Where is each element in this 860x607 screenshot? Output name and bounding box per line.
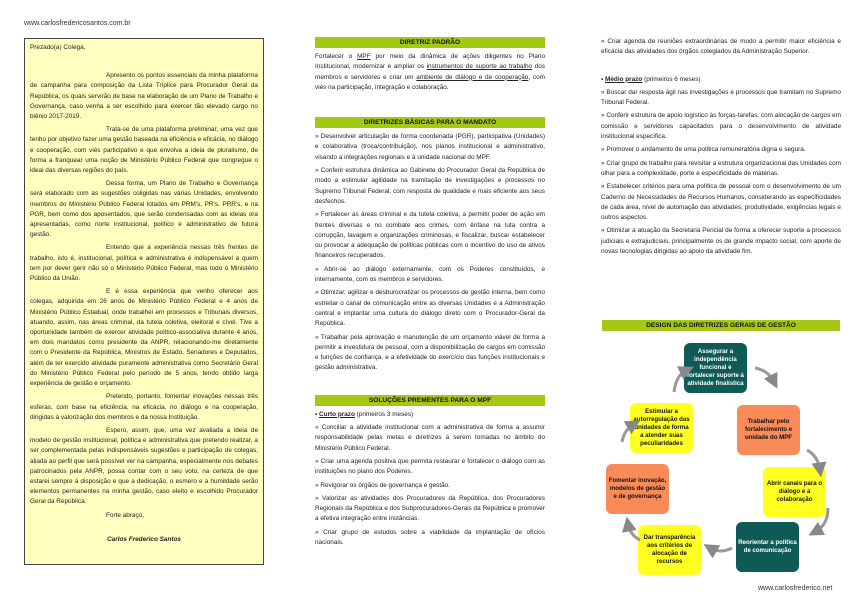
letter-paragraph: Espero, assim, que, uma vez avaliada a ideia de modelo de gestão institucional, política e administrativa que pretendo realizar, a ser complementada pelas indispensáveis sugestões e participação de colegas, aliada ao perfil que será possível ver na campanha, especialmente nos debates patrocinados pela ANPR, possa contar com o seu voto, na certeza de que estarei sempre à disposição e que a dedicação, o esmero e a humildade serão elementos permanentes na minha gestão, caso eleito e escolhido Procurador Geral da República. xyxy=(30,426,258,506)
list-item: » Trabalhar pela aprovação e manutenção de um orçamento viável de forma a permitir a investidura de pessoal, com a disponibilização de cargos em comissão e funções de confiança, e a efetividade do exercício das funções institucionais e gestão administrativa. xyxy=(315,333,545,372)
label: Médio prazo xyxy=(605,75,643,83)
diagram-node: Trabalhar pelo fortalecimento e unidade do MPF xyxy=(737,405,800,455)
text: Fortalecer o xyxy=(315,53,358,60)
list-item: » Promover o andamento de uma política remuneratória digna e segura. xyxy=(601,146,806,154)
list-item: » Valorizar as atividades dos Procuradores da República, dos Procuradores Regionais da República e dos Subprocuradores-Gerais da República e promover a efetiva integração entre instâncias. xyxy=(315,494,545,523)
text: instrumentos de suporte ao trabalho xyxy=(426,63,533,71)
site-url-bottom[interactable]: www.carlosfrederico.net xyxy=(758,585,833,592)
cycle-arrows-icon xyxy=(600,330,850,590)
text: MPF xyxy=(357,53,371,60)
note: (primeiros 3 meses) xyxy=(354,410,414,418)
section-title: DESIGN DAS DIRETRIZES GERAIS DE GESTÃO xyxy=(602,320,840,331)
diagram-node: Abrir canais para o diálogo e a colaboração xyxy=(763,467,826,517)
section-title: DIRETRIZES BÁSICAS PARA O MANDATO xyxy=(315,117,545,128)
diagram-node: Fomentar inovação, modelos de gestão e de governança xyxy=(606,464,669,514)
diagram-node: Dar transparência aos critérios de alocação de recursos xyxy=(638,525,701,575)
right-column xyxy=(601,37,841,260)
arrow-icon xyxy=(622,368,828,551)
text: dos membros e servidores e criar um xyxy=(315,63,545,81)
list-item: » Conferir estrutura de apoio logístico às forças-tarefas, com alocação de cargos em comissão e servidores capacitados para o desenvolvimento de atividade institucional específica. xyxy=(601,112,841,141)
greeting: Prezado(a) Colega, xyxy=(30,44,86,51)
list-item: » Conciliar a atividade institucional com a administrativa de forma a assumir responsabilidade pelas metas e diretrizes a serem tomadas no âmbito do Ministério Público Federal. xyxy=(315,424,545,452)
letter-paragraph: Apresento os pontos essenciais da minha plataforma de campanha para composição da Lista Tríplice para Procurador Geral da República, os quais servirão de base na elaboração de um Plano de Trabalho e Governança, caso venha a ser escolhido para exercer tão elevado cargo no biênio 2017-2019. xyxy=(30,72,258,121)
text: , com viés na participação, integração e colaboração. xyxy=(315,73,545,91)
list-item: » Otimizar a atuação da Secretaria Pericial de forma a oferecer suporte a processos judiciais e extrajudiciais, principalmente os de grande impacto social, com aporte de novas tecnologias dirigidas ao apoio da atividade fim. xyxy=(601,227,841,256)
signature: Carlos Frederico Santos xyxy=(107,535,181,543)
label: Curto prazo xyxy=(319,410,355,418)
middle-column xyxy=(315,37,545,551)
list-item: » Abrir-se ao diálogo externamente, com os Poderes constituídos, e internamente, com os membros e servidores. xyxy=(315,265,545,284)
section-title: DIRETRIZ PADRÃO xyxy=(315,37,545,48)
list-item: » Revigorar os órgãos de governança e gestão. xyxy=(315,481,450,489)
note: (primeiros 6 meses) xyxy=(642,75,701,83)
letter-paragraph: Pretendo, portanto, fomentar inovações nessas três esferas, com base na eficiência, na eficácia, no diálogo e na cooperação, dirigidas à valorização dos membros e da nossa Instituição. xyxy=(30,393,258,421)
subheading: ▪ Curto prazo (primeiros 3 meses) xyxy=(315,410,414,418)
list-item: » Conferir estrutura dinâmica ao Gabinete do Procurador Geral da República de modo a estimular agilidade na tramitação de investigações e processos no Supremo Tribunal Federal, com resposta de qualidade e mais eficiente aos seus desfechos. xyxy=(315,167,545,205)
subheading: ▪ Médio prazo (primeiros 6 meses) xyxy=(601,75,701,83)
list-item: » Criar grupo de estudos sobre a viabilidade da implantação de ofícios nacionais. xyxy=(315,528,545,546)
section-title: SOLUÇÕES PREMENTES PARA O MPF xyxy=(315,395,545,406)
site-url-top[interactable]: www.carlosfredericosantos.com.br xyxy=(24,20,131,27)
closing: Forte abraço, xyxy=(106,511,145,519)
letter-paragraph: Entendo que a experiência nessas três frentes de trabalho, isto é, institucional, política e administrativa é indispensável a quem tem por dever gerir não só o Ministério Público Federal, mas todo o Ministério Público da União. xyxy=(30,244,258,283)
list-item: » Otimizar, agilizar e desburocratizar os processos de gestão interna, bem como estreitar o canal de comunicação entre as diversas Unidades e a Administração central e implantar uma cultura do diálogo direto com o Procurador-Geral da República. xyxy=(315,289,545,328)
list-item: » Criar agenda de reuniões extraordinárias de modo a permitir maior eficiência e eficácia das atividades dos órgãos colegiados da Administração Superior. xyxy=(601,38,841,56)
list-item: » Criar grupo de trabalho para revisitar a estrutura organizacional das Unidades com olhar para a complexidade, porte e especificidade de matérias. xyxy=(601,159,841,177)
list-item: » Fortalecer as áreas criminal e da tutela coletiva, a permitir poder de ação em frentes diversas e no combate aos crimes, com ênfase na luta contra a corrupção, lavagem e organizações criminosas, e fiscalizar, buscar estabelecer ou provocar a adequação de políticas públicas com o incentivo do uso de ativos financeiros recuperados. xyxy=(315,211,545,260)
list-item: » Desenvolver articulação de forma coordenada (PGR), participativa (Unidades) e colaborativa (troca/contribuição), nos planos institucional e administrativo, visando a integrações regionais e à unidade nacional do MPF. xyxy=(315,133,545,161)
text: por meio da dinâmica de ações diligentes no Plano Institucional, modernizar e ampliar os xyxy=(315,53,545,71)
diagram-node: Reorientar a política de comunicação xyxy=(736,522,799,572)
letter-paragraph: E é essa experiência que venho oferecer aos colegas, adquirida em 26 anos de Ministério Público Federal e 4 anos de Ministério Público Estadual, onde trabalhei em processos e Tribunais diversos, atuando, assim, nas áreas criminal, da tutela coletiva, eleitoral e cível. Tive a oportunidade também de exercer atividade político-associativa durante 4 anos, em dois mandatos como presidente da ANPR, relacionando-me diretamente com o Presidente da República, Ministros de Estado, Senadores e Deputados, além de ter exercido atividade puramente administrativa como Secretário Geral do Ministério Público Federal pelo período de 5 anos, tendo obtido larga experiência de gestão e orçamento. xyxy=(30,288,258,388)
diagram-node: Assegurar a independência funcional e fortalecer suporte à atividade finalística xyxy=(684,343,747,393)
letter-paragraph: Trata-se de uma plataforma preliminar, uma vez que tenho por objetivo fazer uma gestão baseada na eficiência e eficácia, no diálogo e cooperação, com viés participativo e que envolva a ideia de pluralismo, de forma a franquear uma noção de Ministério Público Federal que congregue o ideal das diversas regiões do país. xyxy=(30,126,258,175)
diretriz-padrao-text xyxy=(315,52,545,93)
diagram-node: Estimular a autorregulação das unidades de forma a atender suas peculiaridades xyxy=(630,403,693,453)
letter-paragraph: Dessa forma, um Plano de Trabalho e Governança será elaborado com as sugestões coligidas nas várias Unidades, envolvendo membros do Ministério Público Federal lotados em PRM's, PR's, PRR's, e na PGR, bem como dos aposentados, que serão condensadas com as ideias ora apresentadas, como norte institucional, político e administrativo de futura gestão. xyxy=(30,180,258,239)
list-item: » Estabelecer critérios para uma política de pessoal com o desenvolvimento de um Caderno de Necessidades de Recursos Humanos, considerando as especificidades de cada área, nível de automação das atividades, produtividade, exigências legais e outros aspectos. xyxy=(601,183,841,222)
list-item: » Criar uma agenda positiva que permita restaurar e fortalecer o diálogo com as instituições no plano dos Poderes. xyxy=(315,457,545,476)
text: ambiente de diálogo e de cooperação xyxy=(416,73,529,81)
letter-box xyxy=(24,38,264,565)
list-item: » Buscar dar resposta ágil nas investigações e processos que tramitam no Supremo Tribunal Federal. xyxy=(601,88,841,107)
